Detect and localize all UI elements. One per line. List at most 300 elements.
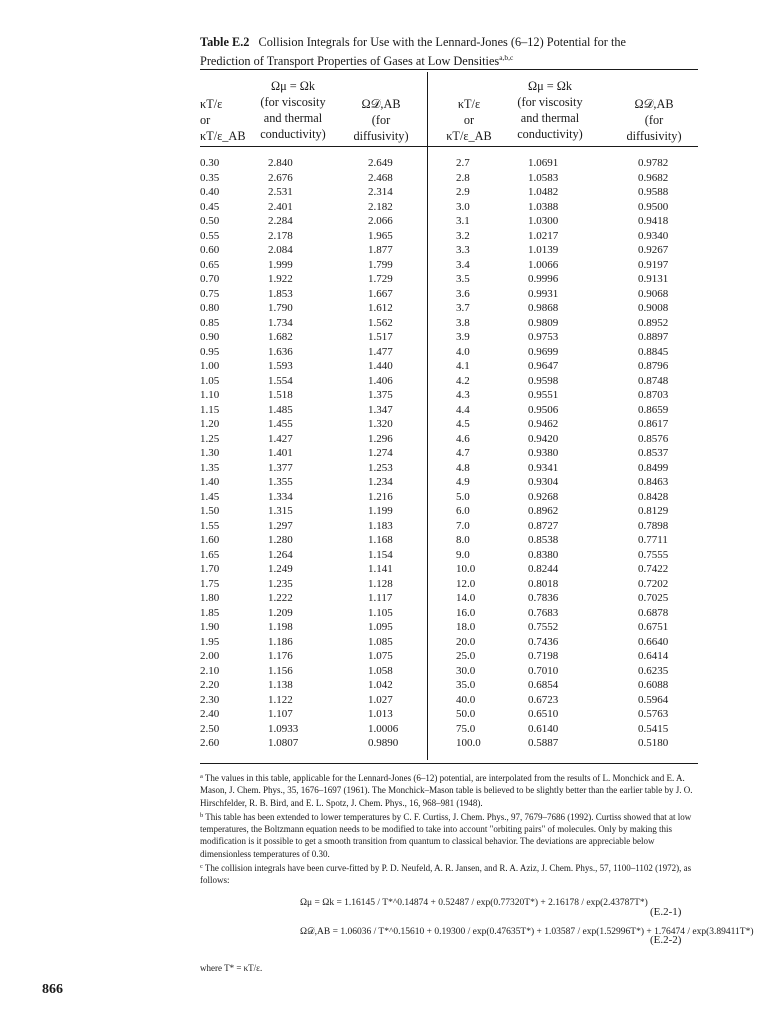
table-cell: 1.30	[200, 447, 220, 459]
table-cell: 3.6	[456, 287, 470, 300]
table-cell: 1.401	[268, 447, 293, 459]
header-text: diffusivity)	[626, 129, 682, 143]
table-cell: 10.0	[456, 563, 476, 575]
table-cell: 0.7555	[638, 548, 669, 561]
column-right-omega-mu	[528, 156, 578, 751]
table-cell: 1.138	[268, 679, 293, 691]
table-cell: 0.7436	[528, 635, 559, 648]
table-cell: 0.55	[200, 229, 220, 242]
table-cell: 0.70	[200, 273, 220, 285]
title-line-2: Prediction of Transport Properties of Gases at Low Densities	[200, 54, 500, 68]
table-cell: 1.315	[268, 505, 293, 517]
table-cell: 4.4	[456, 403, 470, 416]
table-cell: 1.455	[268, 418, 293, 430]
table-cell: 1.90	[200, 621, 220, 633]
table-cell: 1.485	[268, 403, 293, 416]
table-cell: 0.8659	[638, 403, 669, 416]
table-cell: 1.729	[368, 273, 393, 285]
table-cell: 1.156	[268, 664, 293, 677]
table-cell: 4.8	[456, 461, 470, 474]
table-cell: 1.562	[368, 316, 393, 329]
table-cell: 1.636	[268, 345, 293, 358]
table-cell: 0.7683	[528, 606, 559, 619]
table-cell: 0.8463	[638, 476, 669, 488]
table-cell: 0.9506	[528, 403, 559, 416]
table-cell: 1.517	[368, 331, 393, 343]
header-col-omega-mu-left	[248, 78, 338, 142]
table-cell: 0.6140	[528, 722, 559, 735]
table-cell: 4.1	[456, 360, 470, 372]
table-cell: 0.8897	[638, 331, 669, 343]
header-col-kT-left	[200, 96, 250, 144]
table-cell: 1.965	[368, 229, 393, 242]
table-cell: 0.9304	[528, 476, 559, 488]
equation-e2-2: Ω𝒟,AB = 1.06036 / T*^0.15610 + 0.19300 / exp(0.47635T*) + 1.03587 / exp(1.52996T*) + 1.76474 / exp(3.89411T*)	[300, 927, 754, 937]
table-cell: 1.0217	[528, 229, 559, 242]
table-cell: 1.0066	[528, 258, 559, 271]
table-cell: 0.90	[200, 331, 220, 343]
table-cell: 3.3	[456, 244, 470, 256]
table-cell: 0.9890	[368, 737, 399, 749]
table-cell: 1.0006	[368, 722, 399, 735]
table-title	[200, 34, 700, 69]
table-cell: 1.75	[200, 577, 220, 590]
table-cell: 0.8244	[528, 563, 559, 575]
table-cell: 0.75	[200, 287, 220, 300]
table-cell: 1.013	[368, 708, 393, 720]
table-cell: 0.9868	[528, 302, 559, 314]
table-cell: 0.8952	[638, 316, 669, 329]
table-cell: 5.0	[456, 490, 470, 503]
table-cell: 0.45	[200, 200, 220, 213]
table-cell: 1.55	[200, 519, 220, 532]
page-number: 866	[42, 982, 63, 997]
table-cell: 2.084	[268, 244, 293, 256]
header-text: or	[200, 113, 211, 127]
table-cell: 1.15	[200, 403, 220, 416]
table-cell: 1.518	[268, 389, 293, 401]
header-text: and thermal	[520, 111, 580, 125]
table-cell: 4.6	[456, 432, 470, 445]
table-cell: 0.7836	[528, 592, 559, 604]
header-text: κT/ε_AB	[200, 129, 246, 143]
table-cell: 1.320	[368, 418, 393, 430]
table-cell: 1.95	[200, 635, 220, 648]
table-cell: 2.20	[200, 679, 220, 691]
table-cell: 0.8727	[528, 519, 559, 532]
table-cell: 4.2	[456, 374, 470, 387]
table-cell: 2.314	[368, 186, 393, 198]
table-cell: 0.7898	[638, 519, 669, 532]
table-cell: 0.6854	[528, 679, 559, 691]
header-text: conductivity)	[517, 127, 583, 141]
table-cell: 2.9	[456, 186, 470, 198]
table-cell: 0.7198	[528, 650, 559, 662]
table-cell: 50.0	[456, 708, 476, 720]
table-cell: 30.0	[456, 664, 476, 677]
table-cell: 3.8	[456, 316, 470, 329]
table-cell: 1.0691	[528, 157, 559, 169]
table-cell: 0.9418	[638, 215, 669, 227]
header-col-kT-right	[440, 96, 498, 144]
bottom-rule	[200, 763, 698, 764]
table-cell: 2.066	[368, 215, 393, 227]
table-cell: 1.440	[368, 360, 393, 372]
table-cell: 0.9647	[528, 360, 559, 372]
header-text: diffusivity)	[353, 129, 409, 143]
header-text: or	[463, 113, 475, 127]
table-cell: 100.0	[456, 737, 481, 749]
table-cell: 0.8845	[638, 345, 669, 358]
header-text: (for	[371, 113, 391, 127]
table-cell: 1.128	[368, 577, 393, 590]
table-cell: 0.85	[200, 316, 220, 329]
table-cell: 4.3	[456, 389, 470, 401]
table-cell: 4.7	[456, 447, 470, 459]
table-cell: 0.8380	[528, 548, 559, 561]
table-cell: 0.6640	[638, 635, 669, 648]
table-cell: 0.9682	[638, 171, 669, 184]
table-cell: 1.027	[368, 693, 393, 706]
table-cell: 1.264	[268, 548, 293, 561]
table-cell: 3.0	[456, 200, 470, 213]
table-cell: 0.9551	[528, 389, 559, 401]
table-cell: 1.799	[368, 258, 393, 271]
header-text: κT/ε_AB	[446, 129, 492, 143]
footnote-a-text: The values in this table, applicable for the Lennard-Jones (6–12) potential, are interpolated from the results of L. Monchick and E. A. Mason, J. Chem. Phys., 35, 1676–1697 (1961). The Monchick–Mason table is believed to be slightly better than the earlier table by J. O. Hirschfelder, R. B. Bird, and E. L. Spotz, J. Chem. Phys., 16, 968–981 (1948).	[200, 773, 693, 808]
table-cell: 1.377	[268, 461, 293, 474]
table-cell: 0.80	[200, 302, 220, 314]
table-cell: 1.612	[368, 302, 393, 314]
table-cell: 0.9753	[528, 331, 559, 343]
table-cell: 0.8703	[638, 389, 669, 401]
footnote-c: $^c$ The collision integrals have been curve-fitted by P. D. Neufeld, A. R. Jansen, and R. A. Aziz, J. Chem. Phys., 57, 1100–1102 (1972), as follows:	[200, 863, 692, 886]
table-cell: 8.0	[456, 534, 470, 546]
table-cell: 0.35	[200, 171, 220, 184]
header-text: (for viscosity	[517, 95, 583, 109]
table-cell: 0.8018	[528, 577, 559, 590]
table-label: Table E.2	[200, 35, 250, 49]
table-cell: 1.477	[368, 345, 393, 358]
equation-e2-2-label: (E.2-2)	[650, 934, 682, 946]
table-cell: 0.65	[200, 258, 220, 271]
table-cell: 1.375	[368, 389, 393, 401]
table-cell: 0.8499	[638, 461, 669, 474]
table-cell: 3.5	[456, 273, 470, 285]
table-cell: 1.105	[368, 606, 393, 619]
table-cell: 1.922	[268, 273, 293, 285]
table-cell: 1.554	[268, 374, 293, 387]
table-cell: 0.9341	[528, 461, 559, 474]
footnote-a: $^a$ The values in this table, applicable for the Lennard-Jones (6–12) potential, are interpolated from the results of L. Monchick and E. A. Mason, J. Chem. Phys., 35, 1676–1697 (1961). The Monchick–Mason table is believed to be slightly better than the earlier table by J. O. Hirschfelder, R. B. Bird, and E. L. Spotz, J. Chem. Phys., 16, 968–981 (1948).	[200, 773, 693, 808]
table-cell: 1.10	[200, 389, 220, 401]
table-cell: 0.6235	[638, 664, 669, 677]
header-text: conductivity)	[260, 127, 326, 141]
table-cell: 0.8748	[638, 374, 669, 387]
table-cell: 0.9931	[528, 287, 559, 300]
table-cell: 12.0	[456, 577, 476, 590]
table-cell: 2.10	[200, 664, 220, 677]
table-cell: 4.9	[456, 476, 470, 488]
column-right-omega-D	[638, 156, 688, 751]
title-superscript: a,b,c	[499, 53, 514, 62]
table-cell: 1.0583	[528, 171, 559, 184]
table-cell: 0.5180	[638, 737, 669, 749]
table-cell: 1.253	[368, 461, 393, 474]
table-cell: 1.70	[200, 563, 220, 575]
header-text: (for viscosity	[260, 95, 326, 109]
table-cell: 0.60	[200, 244, 220, 256]
table-cell: 0.7711	[638, 534, 668, 546]
table-cell: 20.0	[456, 635, 476, 648]
table-cell: 1.0482	[528, 186, 559, 198]
table-cell: 0.6751	[638, 621, 669, 633]
table-cell: 0.9380	[528, 447, 559, 459]
table-cell: 2.468	[368, 171, 393, 184]
table-cell: 2.50	[200, 722, 220, 735]
table-cell: 1.853	[268, 287, 293, 300]
table-cell: 3.4	[456, 258, 470, 271]
column-left-kT	[200, 156, 240, 751]
header-text: Ω𝒟,AB	[361, 97, 401, 111]
header-text: Ωμ = Ωk	[270, 79, 316, 93]
table-cell: 1.274	[368, 447, 393, 459]
table-cell: 2.401	[268, 200, 293, 213]
table-cell: 2.8	[456, 171, 470, 184]
table-cell: 0.8129	[638, 505, 669, 517]
column-divider	[427, 72, 428, 760]
table-cell: 1.075	[368, 650, 393, 662]
equation-e2-1-label: (E.2-1)	[650, 906, 682, 918]
header-text: κT/ε	[457, 97, 481, 111]
table-cell: 0.30	[200, 157, 220, 169]
table-cell: 1.297	[268, 519, 293, 532]
table-cell: 0.9996	[528, 273, 559, 285]
table-cell: 1.186	[268, 635, 293, 648]
table-cell: 0.6088	[638, 679, 669, 691]
table-cell: 1.355	[268, 476, 293, 488]
table-cell: 0.7422	[638, 563, 669, 575]
table-cell: 1.593	[268, 360, 293, 372]
table-cell: 2.30	[200, 693, 220, 706]
column-left-omega-mu	[268, 156, 316, 751]
table-cell: 0.6510	[528, 708, 559, 720]
table-cell: 1.058	[368, 664, 393, 677]
table-cell: 1.209	[268, 606, 293, 619]
table-cell: 1.334	[268, 490, 293, 503]
header-col-omega-D-left	[342, 96, 420, 144]
table-cell: 2.649	[368, 157, 393, 169]
table-cell: 1.154	[368, 548, 393, 561]
table-cell: 0.9420	[528, 432, 559, 445]
table-cell: 0.9268	[528, 490, 559, 503]
table-cell: 2.60	[200, 737, 220, 749]
table-cell: 1.198	[268, 621, 293, 633]
table-cell: 0.8428	[638, 490, 669, 503]
table-cell: 0.9197	[638, 258, 669, 271]
table-cell: 0.7202	[638, 577, 669, 590]
title-line-1: Collision Integrals for Use with the Lennard-Jones (6–12) Potential for the	[258, 35, 626, 49]
table-cell: 1.05	[200, 374, 220, 387]
header-col-omega-D-right	[612, 96, 696, 144]
table-cell: 0.8537	[638, 447, 669, 459]
table-cell: 1.80	[200, 592, 220, 604]
table-cell: 2.676	[268, 171, 293, 184]
table-cell: 0.9008	[638, 302, 669, 314]
table-cell: 0.9699	[528, 345, 559, 358]
table-cell: 1.40	[200, 476, 220, 488]
table-cell: 2.00	[200, 650, 220, 662]
table-cell: 0.7010	[528, 664, 559, 677]
table-cell: 1.65	[200, 548, 220, 561]
table-cell: 7.0	[456, 519, 470, 532]
table-cell: 1.234	[368, 476, 393, 488]
table-cell: 0.9598	[528, 374, 559, 387]
table-cell: 0.8962	[528, 505, 559, 517]
table-cell: 2.531	[268, 186, 293, 198]
table-cell: 0.9809	[528, 316, 559, 329]
table-cell: 1.0300	[528, 215, 559, 227]
table-cell: 1.999	[268, 258, 293, 271]
table-cell: 1.667	[368, 287, 393, 300]
table-cell: 14.0	[456, 592, 476, 604]
table-cell: 1.0139	[528, 244, 559, 256]
table-cell: 1.296	[368, 432, 393, 445]
table-cell: 4.0	[456, 345, 470, 358]
table-cell: 0.9588	[638, 186, 669, 198]
header-text: Ω𝒟,AB	[634, 97, 674, 111]
table-cell: 1.235	[268, 577, 293, 590]
table-cell: 1.183	[368, 519, 393, 532]
table-cell: 1.141	[368, 563, 393, 575]
table-cell: 6.0	[456, 505, 470, 517]
table-cell: 1.095	[368, 621, 393, 633]
table-cell: 0.9267	[638, 244, 669, 256]
footnote-c-text: The collision integrals have been curve-fitted by P. D. Neufeld, A. R. Jansen, and R. A. Aziz, J. Chem. Phys., 57, 1100–1102 (1972), as follows:	[200, 863, 692, 886]
table-cell: 1.50	[200, 505, 220, 517]
table-cell: 0.6878	[638, 606, 669, 619]
table-cell: 0.95	[200, 345, 220, 358]
footnote-b-text: This table has been extended to lower temperatures by C. F. Curtiss, J. Chem. Phys., 97, 7679–7686 (1992). Curtiss showed that at low temperatures, the Boltzmann equation needs to be modified to take into account "orbiting pairs" of molecules. Only by making this modification is it possible to get a smooth transition from quantum to classical behavior. The deviations are appreciable below dimensionless temperatures of 0.30.	[200, 811, 692, 859]
header-text: κT/ε	[200, 97, 223, 111]
table-cell: 2.7	[456, 157, 470, 169]
table-cell: 0.7025	[638, 592, 669, 604]
footnote-b: $^b$ This table has been extended to lower temperatures by C. F. Curtiss, J. Chem. Phys., 97, 7679–7686 (1992). Curtiss showed that at low temperatures, the Boltzmann equation needs to be modified to take into account "orbiting pairs" of molecules. Only by making this modification is it possible to get a smooth transition from quantum to classical behavior. The deviations are appreciable below dimensionless temperatures of 0.30.	[200, 811, 692, 859]
table-cell: 4.5	[456, 418, 470, 430]
table-cell: 35.0	[456, 679, 476, 691]
table-cell: 0.5964	[638, 693, 669, 706]
table-cell: 1.085	[368, 635, 393, 648]
table-cell: 1.0933	[268, 722, 299, 735]
equation-e2-1: Ωμ = Ωk = 1.16145 / T*^0.14874 + 0.52487 / exp(0.77320T*) + 2.16178 / exp(2.43787T*)	[300, 898, 648, 908]
table-cell: 0.8617	[638, 418, 669, 430]
table-cell: 1.406	[368, 374, 393, 387]
table-cell: 2.840	[268, 157, 293, 169]
table-cell: 1.0388	[528, 200, 559, 213]
table-cell: 18.0	[456, 621, 476, 633]
table-cell: 0.5763	[638, 708, 669, 720]
table-cell: 1.168	[368, 534, 393, 546]
table-cell: 1.60	[200, 534, 220, 546]
table-cell: 75.0	[456, 722, 476, 735]
table-cell: 1.280	[268, 534, 293, 546]
table-cell: 0.8796	[638, 360, 669, 372]
table-cell: 3.2	[456, 229, 470, 242]
table-cell: 1.199	[368, 505, 393, 517]
table-cell: 25.0	[456, 650, 476, 662]
table-cell: 3.9	[456, 331, 470, 343]
column-right-kT	[456, 156, 492, 751]
table-cell: 1.427	[268, 432, 293, 445]
table-cell: 0.6414	[638, 650, 669, 662]
table-cell: 1.85	[200, 606, 220, 619]
table-cell: 1.0807	[268, 737, 299, 749]
table-cell: 1.042	[368, 679, 393, 691]
table-cell: 0.9340	[638, 229, 669, 242]
table-cell: 1.790	[268, 302, 293, 314]
table-cell: 40.0	[456, 693, 476, 706]
table-cell: 2.284	[268, 215, 293, 227]
table-cell: 1.216	[368, 490, 393, 503]
table-cell: 0.7552	[528, 621, 559, 633]
table-cell: 0.5887	[528, 737, 559, 749]
table-cell: 0.6723	[528, 693, 559, 706]
table-cell: 1.347	[368, 403, 393, 416]
footnotes	[200, 771, 696, 888]
table-cell: 0.40	[200, 186, 220, 198]
table-cell: 0.50	[200, 215, 220, 227]
table-cell: 1.107	[268, 708, 293, 720]
table-cell: 0.5415	[638, 722, 669, 735]
table-cell: 1.222	[268, 592, 293, 604]
table-cell: 1.682	[268, 331, 293, 343]
table-cell: 1.117	[368, 592, 393, 604]
header-text: Ωμ = Ωk	[527, 79, 573, 93]
table-cell: 2.40	[200, 708, 220, 720]
table-cell: 3.1	[456, 215, 470, 227]
table-cell: 1.00	[200, 360, 220, 372]
header-rule	[200, 146, 698, 147]
column-left-omega-D	[368, 156, 416, 751]
table-cell: 9.0	[456, 548, 470, 561]
table-cell: 16.0	[456, 606, 476, 619]
header-col-omega-mu-right	[500, 78, 600, 142]
header-text: and thermal	[263, 111, 323, 125]
table-cell: 1.35	[200, 461, 220, 474]
top-rule	[200, 69, 698, 70]
table-cell: 0.9131	[638, 273, 669, 285]
table-cell: 2.182	[368, 200, 393, 213]
table-cell: 0.9462	[528, 418, 559, 430]
where-definition: where T* = κT/ε.	[200, 963, 263, 973]
table-cell: 1.734	[268, 316, 293, 329]
table-cell: 0.9068	[638, 287, 669, 300]
table-cell: 0.8538	[528, 534, 559, 546]
table-cell: 0.9500	[638, 200, 669, 213]
table-cell: 1.249	[268, 563, 293, 575]
table-cell: 1.45	[200, 490, 220, 503]
table-cell: 1.25	[200, 432, 220, 445]
table-cell: 1.176	[268, 650, 293, 662]
table-cell: 0.8576	[638, 432, 669, 445]
table-cell: 2.178	[268, 229, 293, 242]
table-cell: 0.9782	[638, 157, 669, 169]
table-cell: 1.20	[200, 418, 220, 430]
table-cell: 3.7	[456, 302, 470, 314]
table-cell: 1.877	[368, 244, 393, 256]
table-cell: 1.122	[268, 693, 293, 706]
header-text: (for	[644, 113, 664, 127]
